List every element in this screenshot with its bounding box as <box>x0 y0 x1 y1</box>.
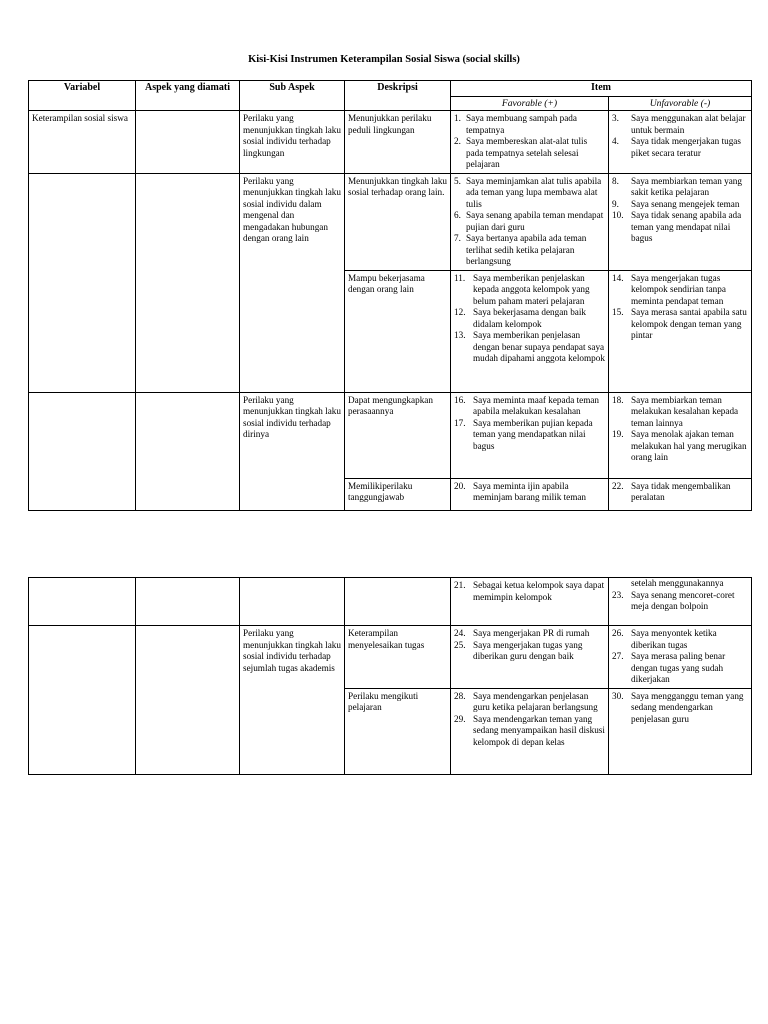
header-unfavorable: Unfavorable (-) <box>609 96 752 111</box>
list-item: 7. Saya bertanya apabila ada teman terlihat sedih ketika pelajaran berlangsung <box>454 233 587 267</box>
sub-aspek-cell: Perilaku yang menunjukkan tingkah laku sosial individu dalam mengenal dan mengadakan hubungan dengan orang lain <box>240 173 345 392</box>
deskripsi-cell <box>345 578 451 626</box>
favorable-cell <box>451 626 609 689</box>
deskripsi-cell: Dapat mengungkapkan perasaannya <box>345 392 451 478</box>
list-item: 8. Saya membiarkan teman yang sakit ketika pelajaran <box>612 175 742 198</box>
list-item: 13. Saya memberikan penjelasan dengan benar supaya pendapat saya mudah dipahami anggota kelompok <box>454 330 605 364</box>
unfavorable-cell <box>609 270 752 392</box>
deskripsi-cell: Mampu bekerjasama dengan orang lain <box>345 270 451 392</box>
list-item: 10. Saya tidak senang apabila ada teman yang mendapat nilai bagus <box>612 210 742 244</box>
page-title: Kisi-Kisi Instrumen Keterampilan Sosial Siswa (social skills) <box>248 54 520 65</box>
aspek-cell <box>136 578 240 626</box>
list-item: 6. Saya senang apabila teman mendapat pujian dari guru <box>454 210 604 232</box>
favorable-cell <box>451 578 609 626</box>
unfavorable-cell <box>609 478 752 510</box>
variabel-cell: Keterampilan sosial siswa <box>29 111 136 174</box>
list-item: 23. Saya senang mencoret-coret meja dengan bolpoin <box>612 589 735 611</box>
list-item: 12. Saya bekerjasama dengan baik didalam kelompok <box>454 307 587 329</box>
aspek-cell <box>136 392 240 510</box>
favorable-cell <box>451 173 609 270</box>
unfavorable-cell <box>609 392 752 478</box>
list-item: 29. Saya mendengarkan teman yang sedang menyampaikan hasil diskusi kelompok di depan kelas <box>454 713 605 747</box>
variabel-cell <box>29 626 136 775</box>
sub-aspek-cell: Perilaku yang menunjukkan tingkah laku sosial individu terhadap sejumlah tugas akademis <box>240 626 345 775</box>
header-deskripsi: Deskripsi <box>345 81 451 111</box>
unfavorable-cell <box>609 111 752 174</box>
variabel-cell <box>29 392 136 510</box>
list-item: 4. Saya tidak mengerjakan tugas piket secara teratur <box>612 136 741 158</box>
deskripsi-cell: Menunjukkan tingkah laku sosial terhadap orang lain. <box>345 173 451 270</box>
favorable-cell <box>451 392 609 478</box>
list-item: 18. Saya membiarkan teman melakukan kesalahan kepada teman lainnya <box>612 394 739 428</box>
table-row <box>29 173 752 270</box>
list-item: 2. Saya membereskan alat-alat tulis pada tempatnya setelah selesai pelajaran <box>454 136 588 170</box>
list-item: 14. Saya mengerjakan tugas kelompok sendirian tanpa meminta pendapat teman <box>612 272 726 306</box>
header-aspek: Aspek yang diamati <box>136 81 240 111</box>
aspek-cell <box>136 111 240 174</box>
list-item: 30. Saya mengganggu teman yang sedang mendengarkan penjelasan guru <box>612 690 744 724</box>
deskripsi-cell: Keterampilan menyelesaikan tugas <box>345 626 451 689</box>
aspek-cell <box>136 173 240 392</box>
table-row <box>29 111 752 174</box>
list-item: setelah menggunakannya <box>631 578 724 588</box>
list-item: 5. Saya meminjamkan alat tulis apabila ada teman yang lupa membawa alat tulis <box>454 175 602 209</box>
unfavorable-cell <box>609 578 752 626</box>
list-item: 9. Saya senang mengejek teman <box>612 198 740 209</box>
favorable-cell <box>451 270 609 392</box>
sub-aspek-cell: Perilaku yang menunjukkan tingkah laku sosial individu terhadap lingkungan <box>240 111 345 174</box>
table-row <box>29 392 752 478</box>
instrument-table-part-1 <box>28 80 752 511</box>
unfavorable-cell <box>609 173 752 270</box>
unfavorable-cell <box>609 688 752 774</box>
list-item: 15. Saya merasa santai apabila satu kelompok dengan teman yang pintar <box>612 307 747 341</box>
list-item: 27. Saya merasa paling benar dengan tugas yang sudah dikerjakan <box>612 651 726 684</box>
header-variabel: Variabel <box>29 81 136 111</box>
list-item: 21. Sebagai ketua kelompok saya dapat memimpin kelompok <box>454 580 605 602</box>
sub-aspek-cell <box>240 578 345 626</box>
list-item: 11. Saya memberikan penjelaskan kepada anggota kelompok yang belum paham materi pelajaran <box>454 272 590 306</box>
list-item: 20. Saya meminta ijin apabila meminjam barang milik teman <box>454 480 587 503</box>
deskripsi-cell: Menunjukkan perilaku peduli lingkungan <box>345 111 451 174</box>
sub-aspek-cell: Perilaku yang menunjukkan tingkah laku sosial individu terhadap dirinya <box>240 392 345 510</box>
header-row <box>29 81 752 97</box>
favorable-cell <box>451 688 609 774</box>
header-sub-aspek: Sub Aspek <box>240 81 345 111</box>
list-item: 19. Saya menolak ajakan teman melakukan hal yang merugikan orang lain <box>612 429 747 463</box>
list-item: 1. Saya membuang sampah pada tempatnya <box>454 113 577 135</box>
variabel-cell <box>29 578 136 626</box>
list-item: 3. Saya menggunakan alat belajar untuk bermain <box>612 113 746 135</box>
list-item: 22. Saya tidak mengembalikan peralatan <box>612 480 731 503</box>
unfavorable-cell <box>609 626 752 689</box>
deskripsi-cell: Perilaku mengikuti pelajaran <box>345 688 451 774</box>
list-item: 26. Saya menyontek ketika diberikan tugas <box>612 628 717 650</box>
table-row <box>29 626 752 689</box>
favorable-cell <box>451 478 609 510</box>
aspek-cell <box>136 626 240 775</box>
header-item: Item <box>451 81 752 97</box>
table-row <box>29 578 752 626</box>
list-item: 25. Saya mengerjakan tugas yang diberikan guru dengan baik <box>454 639 583 661</box>
list-item: 17. Saya memberikan pujian kepada teman yang mendapatkan nilai bagus <box>454 417 593 451</box>
variabel-cell <box>29 173 136 392</box>
deskripsi-cell: Memilikiperilaku tanggungjawab <box>345 478 451 510</box>
header-favorable: Favorable (+) <box>451 96 609 111</box>
instrument-table-part-2 <box>28 577 752 775</box>
list-item: 28. Saya mendengarkan penjelasan guru ketika pelajaran berlangsung <box>454 690 598 712</box>
list-item: 24. Saya mengerjakan PR di rumah <box>454 628 590 638</box>
list-item: 16. Saya meminta maaf kepada teman apabila melakukan kesalahan <box>454 394 600 417</box>
favorable-cell <box>451 111 609 174</box>
